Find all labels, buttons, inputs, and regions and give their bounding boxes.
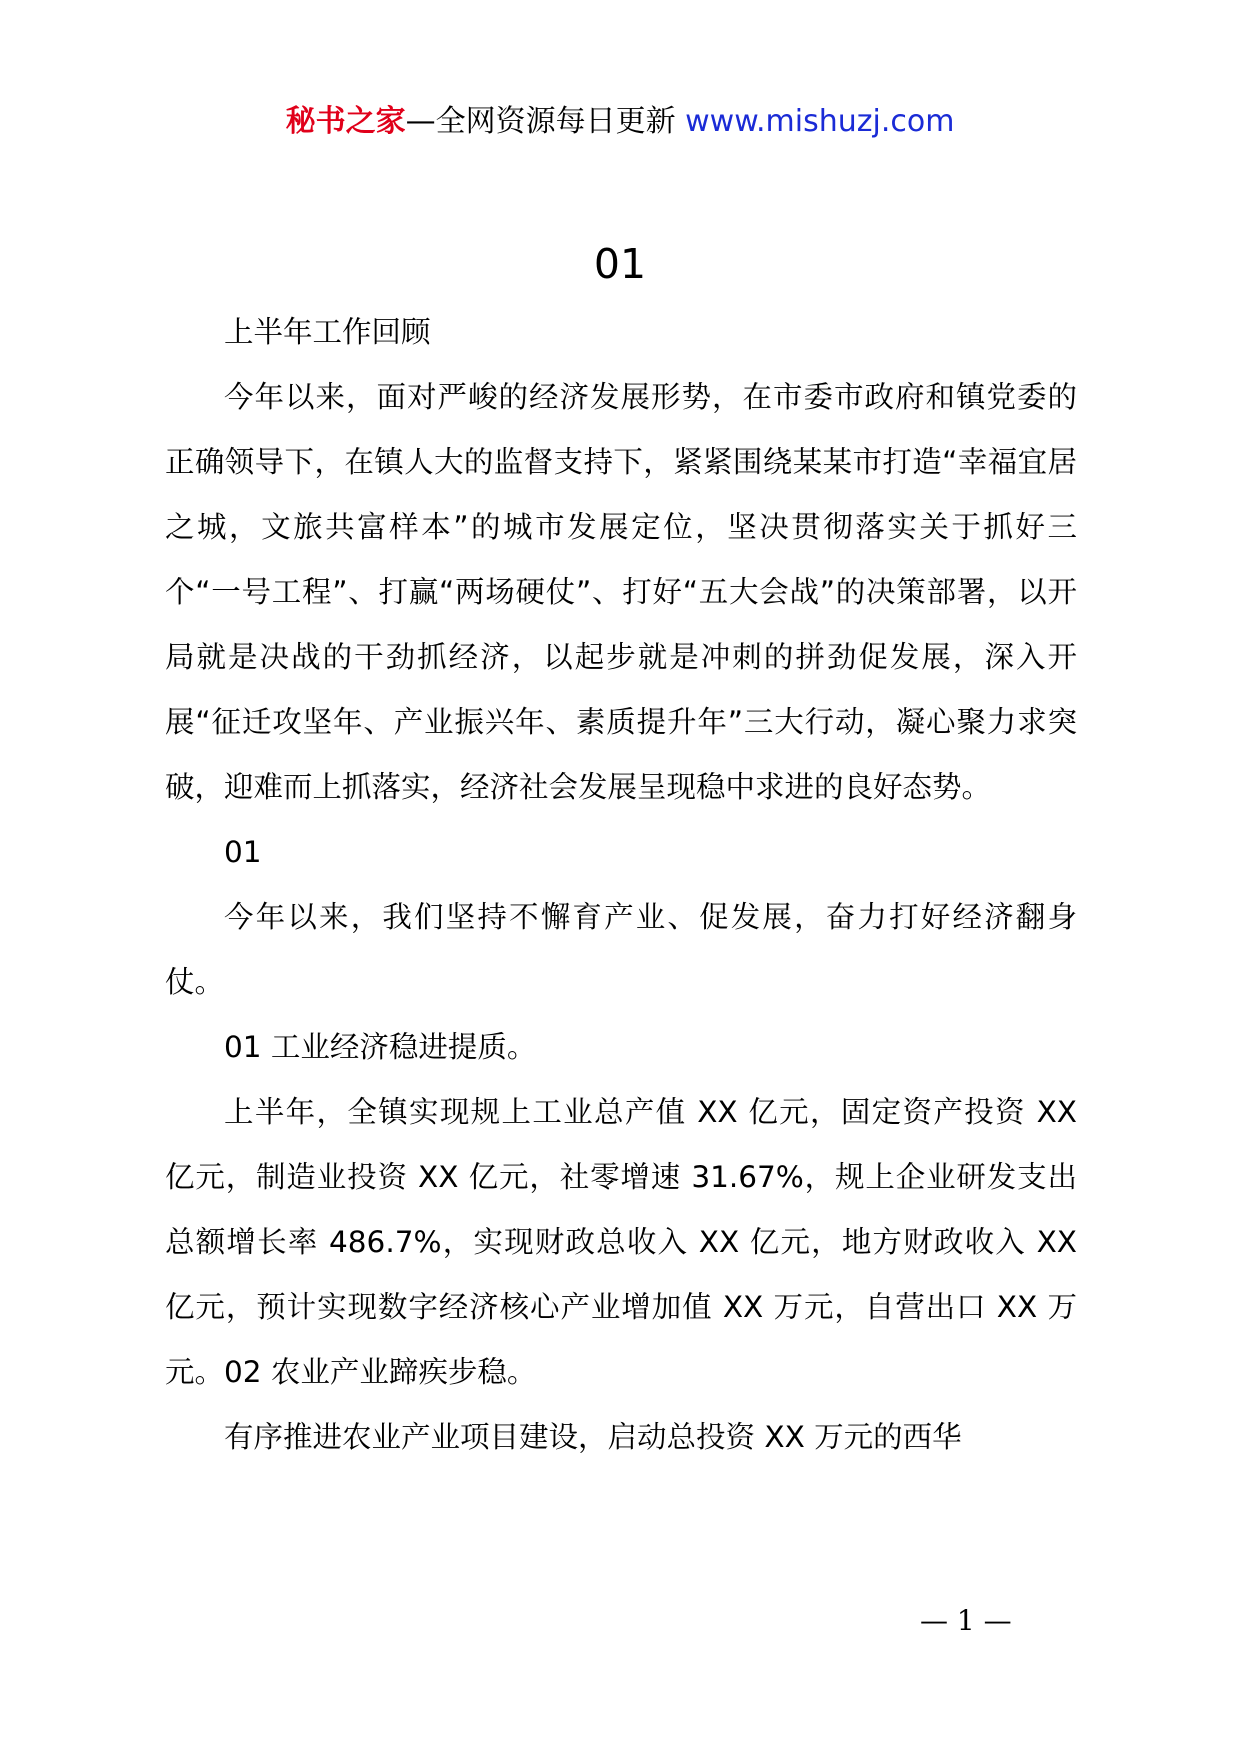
page-number: — 1 — (920, 1604, 1012, 1637)
paragraph-industry-stats: 上半年，全镇实现规上工业总产值 XX 亿元，固定资产投资 XX 亿元，制造业投资 XX 亿元，社零增速 31.67%，规上企业研发支出总额增长率 486.7%，实现财政总收入 XX 亿元，地方财政收入 XX 亿元，预计实现数字经济核心产业增加值 XX 万元，自营出口 XX 万元。02 农业产业蹄疾步稳。 (165, 1095, 1077, 1389)
header-url-link[interactable]: www.mishuzj.com (685, 104, 955, 139)
document-body (165, 300, 1077, 1470)
section-number: 01 (224, 835, 262, 869)
document-title: 01 (593, 240, 647, 288)
header-brand: 秘书之家 (285, 104, 406, 139)
paragraph-agriculture: 有序推进农业产业项目建设，启动总投资 XX 万元的西华 (224, 1420, 962, 1454)
header-slogan: —全网资源每日更新 (405, 104, 676, 139)
paragraph-intro: 今年以来，面对严峻的经济发展形势，在市委市政府和镇党委的正确领导下，在镇人大的监督支持下，紧紧围绕某某市打造“幸福宜居之城，文旅共富样本”的城市发展定位，坚决贯彻落实关于抓好三个“一号工程”、打赢“两场硬仗”、打好“五大会战”的决策部署，以开局就是决战的干劲抓经济，以起步就是冲刺的拼劲促发展，深入开展“征迁攻坚年、产业振兴年、素质提升年”三大行动，凝心聚力求突破，迎难而上抓落实，经济社会发展呈现稳中求进的良好态势。 (165, 380, 1077, 804)
subsection-heading: 01 工业经济稳进提质。 (224, 1030, 537, 1064)
site-header (0, 102, 1240, 142)
section-heading: 上半年工作回顾 (224, 315, 431, 349)
paragraph-summary: 今年以来，我们坚持不懈育产业、促发展，奋力打好经济翻身仗。 (165, 900, 1077, 999)
